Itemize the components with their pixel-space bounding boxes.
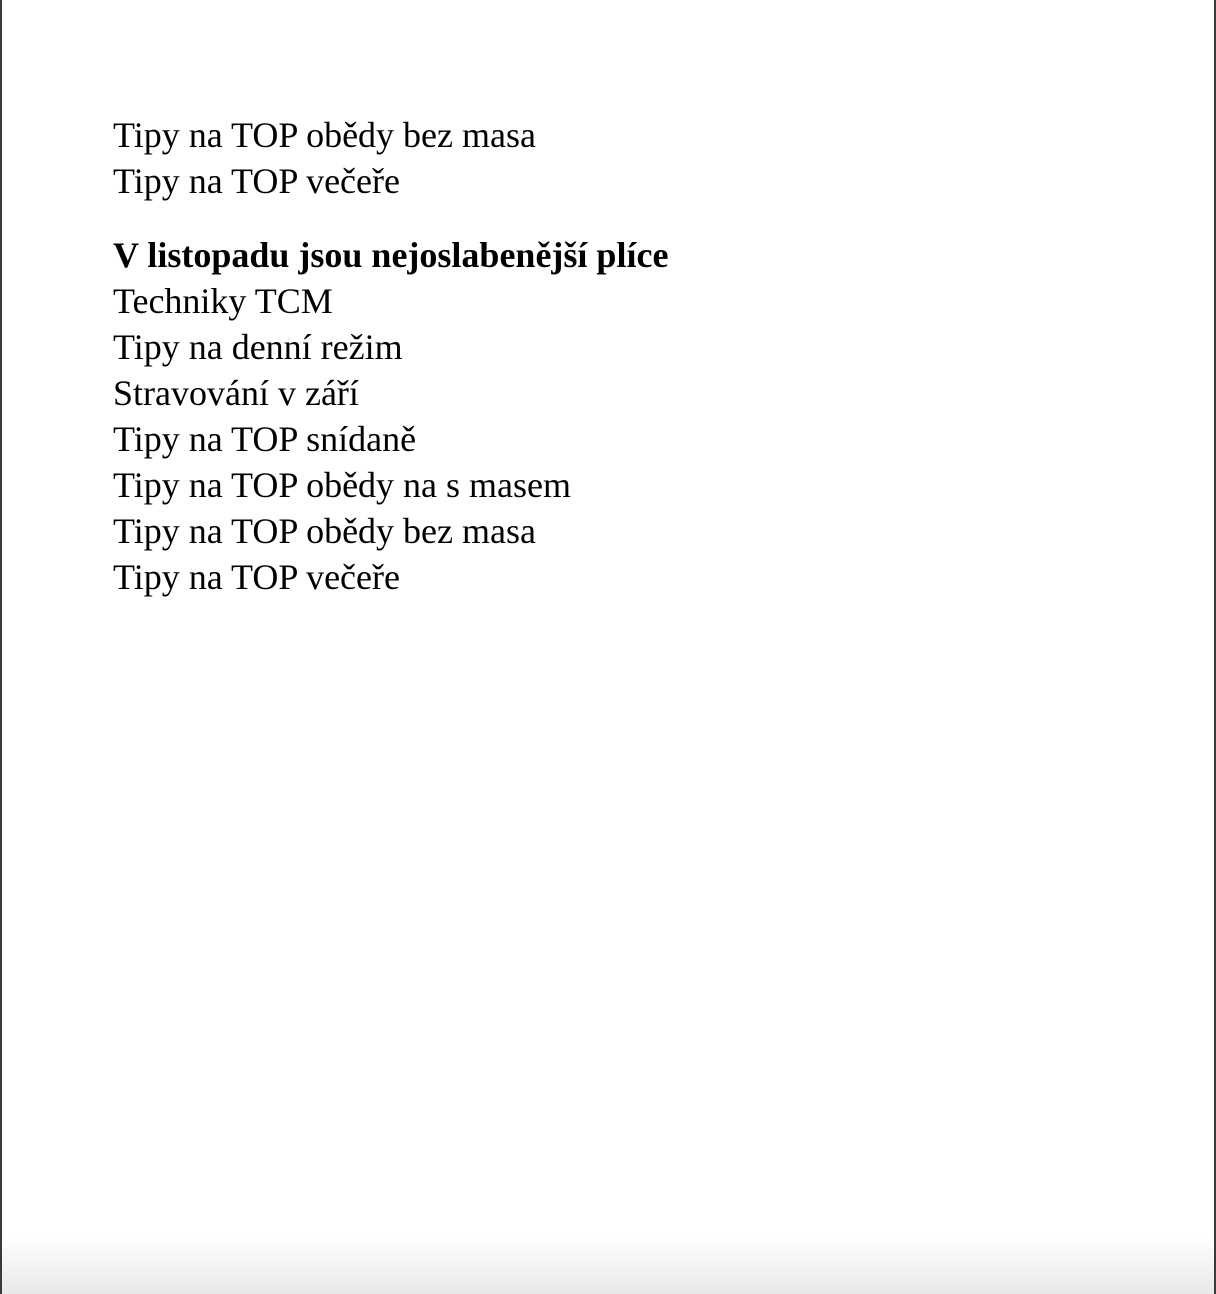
top-link-list <box>113 112 668 204</box>
page-bottom-shadow <box>2 1236 1214 1294</box>
link-item[interactable]: Tipy na TOP obědy na s masem <box>113 465 572 505</box>
link-item[interactable]: Tipy na TOP obědy bez masa <box>113 115 536 155</box>
page-content <box>113 112 668 600</box>
link-item[interactable]: Tipy na TOP snídaně <box>113 419 417 459</box>
link-item[interactable]: Tipy na TOP večeře <box>113 161 400 201</box>
link-item[interactable]: Tipy na TOP obědy bez masa <box>113 511 536 551</box>
section-heading: V listopadu jsou nejoslabenější plíce <box>113 235 669 275</box>
link-item[interactable]: Stravování v září <box>113 373 359 413</box>
link-item[interactable]: Tipy na TOP večeře <box>113 557 400 597</box>
link-item[interactable]: Tipy na denní režim <box>113 327 403 367</box>
section-block <box>113 232 668 600</box>
link-item[interactable]: Techniky TCM <box>113 281 333 321</box>
